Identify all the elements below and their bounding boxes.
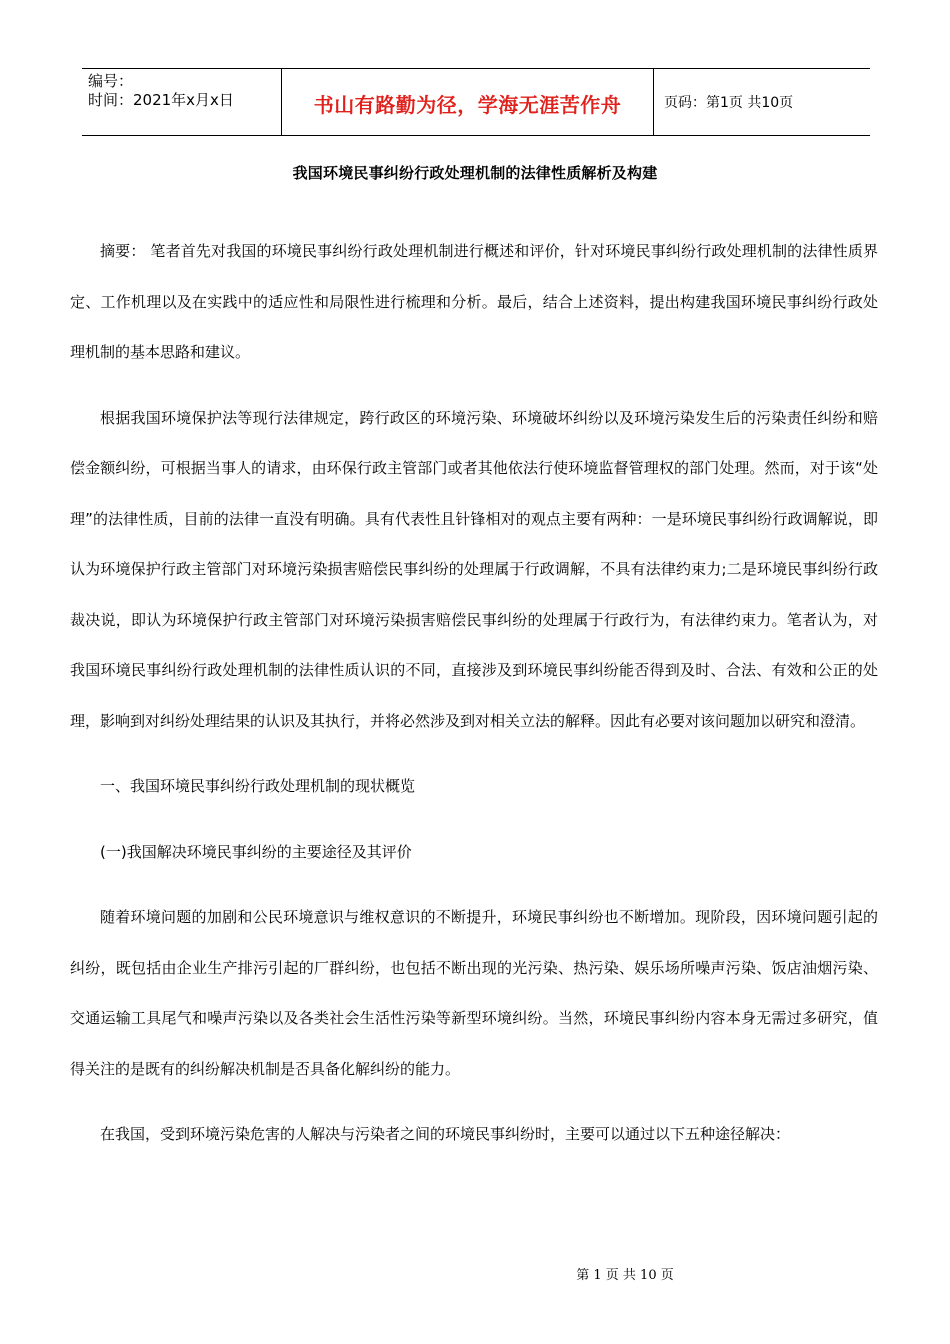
body-paragraph: 在我国，受到环境污染危害的人解决与污染者之间的环境民事纠纷时，主要可以通过以下五种途径解决： <box>100 1125 791 1143</box>
document-body <box>70 226 878 1175</box>
page-footer: 第 1 页 共 10 页 <box>576 1268 674 1283</box>
header-meta-cell <box>82 69 282 135</box>
document-title: 我国环境民事纠纷行政处理机制的法律性质解析及构建 <box>292 164 658 182</box>
header-page-cell <box>654 69 870 135</box>
abstract-paragraph: 摘要： 笔者首先对我国的环境民事纠纷行政处理机制进行概述和评价，针对环境民事纠纷行政处理机制的法律性质界定、工作机理以及在实践中的适应性和局限性进行梳理和分析。最后，结合上述资料，提出构建我国环境民事纠纷行政处理机制的基本思路和建议。 <box>70 242 878 361</box>
body-paragraph: 随着环境问题的加剧和公民环境意识与维权意识的不断提升，环境民事纠纷也不断增加。现阶段，因环境问题引起的纠纷，既包括由企业生产排污引起的厂群纠纷，也包括不断出现的光污染、热污染、娱乐场所噪声污染、饭店油烟污染、交通运输工具尾气和噪声污染以及各类社会生活性污染等新型环境纠纷。当然，环境民事纠纷内容本身无需过多研究，值得关注的是既有的纠纷解决机制是否具备化解纠纷的能力。 <box>70 908 878 1078</box>
section-heading: 一、我国环境民事纠纷行政处理机制的现状概览 <box>100 777 416 795</box>
date-label: 时间：2021年x月x日 <box>88 91 234 109</box>
page-info: 页码：第1页 共10页 <box>664 95 794 111</box>
subsection-heading: (一)我国解决环境民事纠纷的主要途径及其评价 <box>100 842 412 861</box>
serial-number-label: 编号： <box>88 72 134 90</box>
body-paragraph: 根据我国环境保护法等现行法律规定，跨行政区的环境污染、环境破坏纠纷以及环境污染发生后的污染责任纠纷和赔偿金额纠纷，可根据当事人的请求，由环保行政主管部门或者其他依法行使环境监督管理权的部门处理。然而，对于该“处理”的法律性质，目前的法律一直没有明确。具有代表性且针锋相对的观点主要有两种：一是环境民事纠纷行政调解说，即认为环境保护行政主管部门对环境污染损害赔偿民事纠纷的处理属于行政调解，不具有法律约束力;二是环境民事纠纷行政裁决说，即认为环境保护行政主管部门对环境污染损害赔偿民事纠纷的处理属于行政行为，有法律约束力。笔者认为，对我国环境民事纠纷行政处理机制的法律性质认识的不同，直接涉及到环境民事纠纷能否得到及时、合法、有效和公正的处理，影响到对纠纷处理结果的认识及其执行，并将必然涉及到对相关立法的解释。因此有必要对该问题加以研究和澄清。 <box>70 408 878 730</box>
document-header <box>82 68 870 136</box>
motto-text: 书山有路勤为径，学海无涯苦作舟 <box>313 92 622 117</box>
header-motto-cell <box>282 69 654 135</box>
